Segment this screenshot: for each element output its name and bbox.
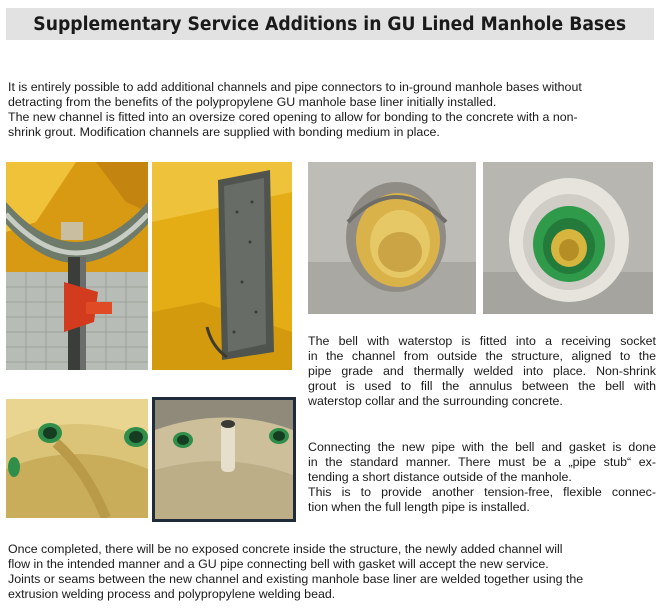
bell-line: grout is used to fill the annulus between the bell with — [308, 379, 656, 393]
closing-line: Joints or seams between the new channel and existing manhole base liner are welded together using the — [8, 572, 584, 586]
photo-channel-insert — [152, 162, 292, 370]
bell-line: The bell with waterstop is fitted into a receiving socket — [308, 334, 656, 348]
intro-line: It is entirely possible to add additional channels and pipe connectors to in-ground manhole bases without — [8, 80, 582, 94]
intro-line: detracting from the benefits of the polypropylene GU manhole base liner initially installed. — [8, 95, 497, 109]
bell-line: in the channel from outside the structure, aligned to the — [308, 349, 656, 363]
bell-line: waterstop collar and the surrounding concrete. — [308, 394, 563, 408]
photo-channel-clamp — [6, 162, 148, 370]
bell-line: pipe grade and thermally welded into place. Non-shrink — [308, 364, 656, 378]
intro-line: The new channel is fitted into an oversize cored opening to allow for bonding to the concrete with a non- — [8, 110, 578, 124]
bell-paragraph — [308, 334, 656, 409]
intro-paragraph — [8, 80, 656, 140]
connect-line: in the standard manner. There must be a „pipe stub“ ex- — [308, 455, 656, 469]
connect-line: tending a short distance outside of the manhole. — [308, 470, 572, 484]
connect-line: This is to provide another tension-free, flexible connec- — [308, 485, 656, 499]
intro-line: shrink grout. Modification channels are supplied with bonding medium in place. — [8, 125, 440, 139]
connect-line: Connecting the new pipe with the bell and gasket is done — [308, 440, 656, 454]
photo-bell-gasket — [483, 162, 653, 314]
closing-line: Once completed, there will be no exposed concrete inside the structure, the newly added channel will — [8, 542, 563, 556]
photo-cored-opening — [308, 162, 476, 314]
closing-line: extrusion welding process and polypropylene welding bead. — [8, 587, 336, 601]
photo-pipe-stub — [152, 397, 296, 522]
connect-paragraph — [308, 440, 656, 515]
connect-line: tion when the full length pipe is installed. — [308, 500, 530, 514]
page-title: Supplementary Service Additions in GU Lined Manhole Bases — [33, 13, 627, 35]
title-bar — [6, 8, 654, 40]
closing-paragraph — [8, 542, 656, 602]
photo-liner-fittings — [6, 399, 148, 518]
closing-line: flow in the intended manner and a GU pipe connecting bell with gasket will accept the new service. — [8, 557, 549, 571]
